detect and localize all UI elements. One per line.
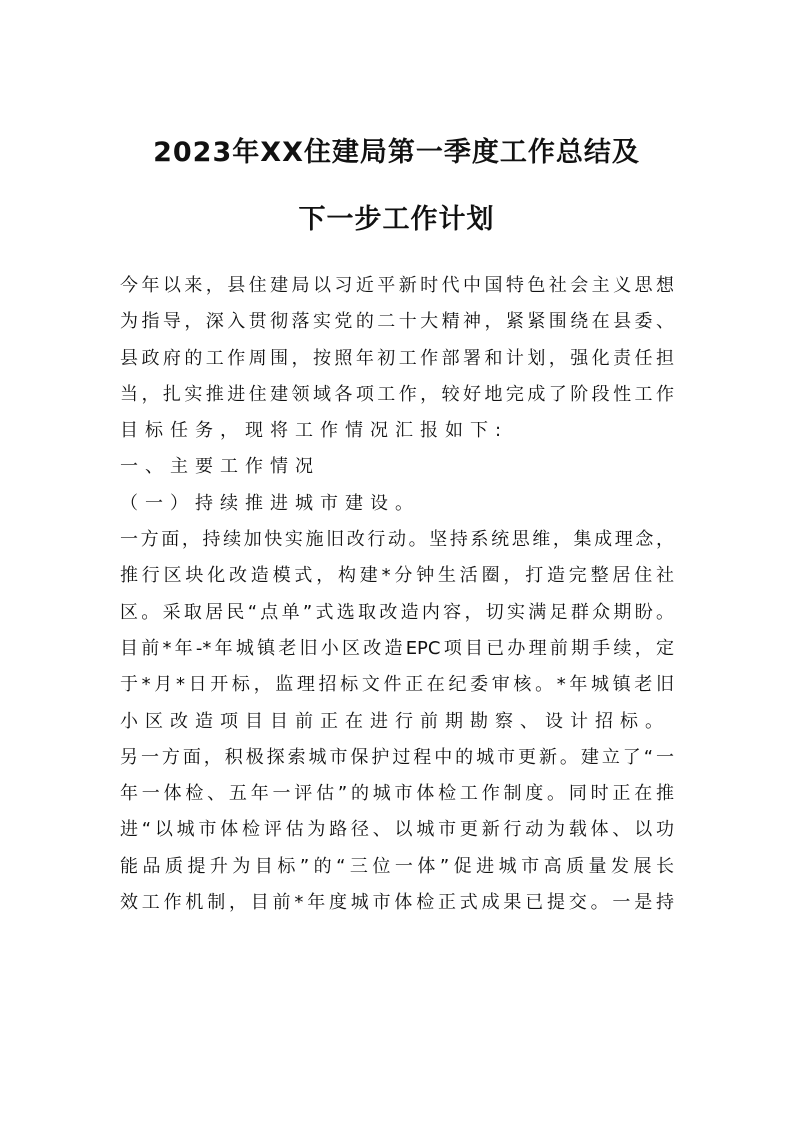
body-text-line: 另一方面，积极探索城市保护过程中的城市更新。建立了“一 (120, 746, 674, 768)
body-text-line: 能品质提升为目标”的“三位一体”促进城市高质量发展长 (120, 855, 674, 877)
body-text-line: 目前*年-*年城镇老旧小区改造EPC项目已办理前期手续，定 (120, 637, 674, 659)
body-text-line: 小区改造项目目前正在进行前期勘察、设计招标。 (120, 710, 670, 732)
body-text-line: 为指导，深入贯彻落实党的二十大精神，紧紧围绕在县委、 (120, 311, 674, 333)
body-text-line: 一方面，持续加快实施旧改行动。坚持系统思维，集成理念， (120, 529, 674, 551)
body-text-line: 一、主要工作情况 (120, 456, 320, 478)
document-body (120, 268, 674, 921)
body-text-line: 今年以来，县住建局以习近平新时代中国特色社会主义思想 (120, 275, 674, 296)
body-text-line: 年一体检、五年一评估”的城市体检工作制度。同时正在推 (120, 783, 674, 805)
body-text-line: 目标任务，现将工作情况汇报如下: (120, 420, 509, 442)
body-text-line: 进“以城市体检评估为路径、以城市更新行动为载体、以功 (120, 819, 674, 841)
body-text-line: （一）持续推进城市建设。 (120, 492, 420, 514)
document-title-line-1: 2023年XX住建局第一季度工作总结及 (153, 137, 640, 168)
body-text-line: 于*月*日开标，监理招标文件正在纪委审核。*年城镇老旧 (120, 674, 674, 696)
body-text-line: 县政府的工作周围，按照年初工作部署和计划，强化责任担 (120, 347, 674, 369)
body-text-line: 当，扎实推进住建领域各项工作，较好地完成了阶段性工作 (120, 383, 674, 405)
document-title-line-2: 下一步工作计划 (298, 204, 495, 235)
body-text-line: 推行区块化改造模式，构建*分钟生活圈，打造完整居住社 (120, 565, 674, 587)
body-text-line: 区。采取居民“点单”式选取改造内容，切实满足群众期盼。 (120, 601, 674, 623)
body-text-line: 效工作机制，目前*年度城市体检正式成果已提交。一是持 (120, 892, 674, 914)
